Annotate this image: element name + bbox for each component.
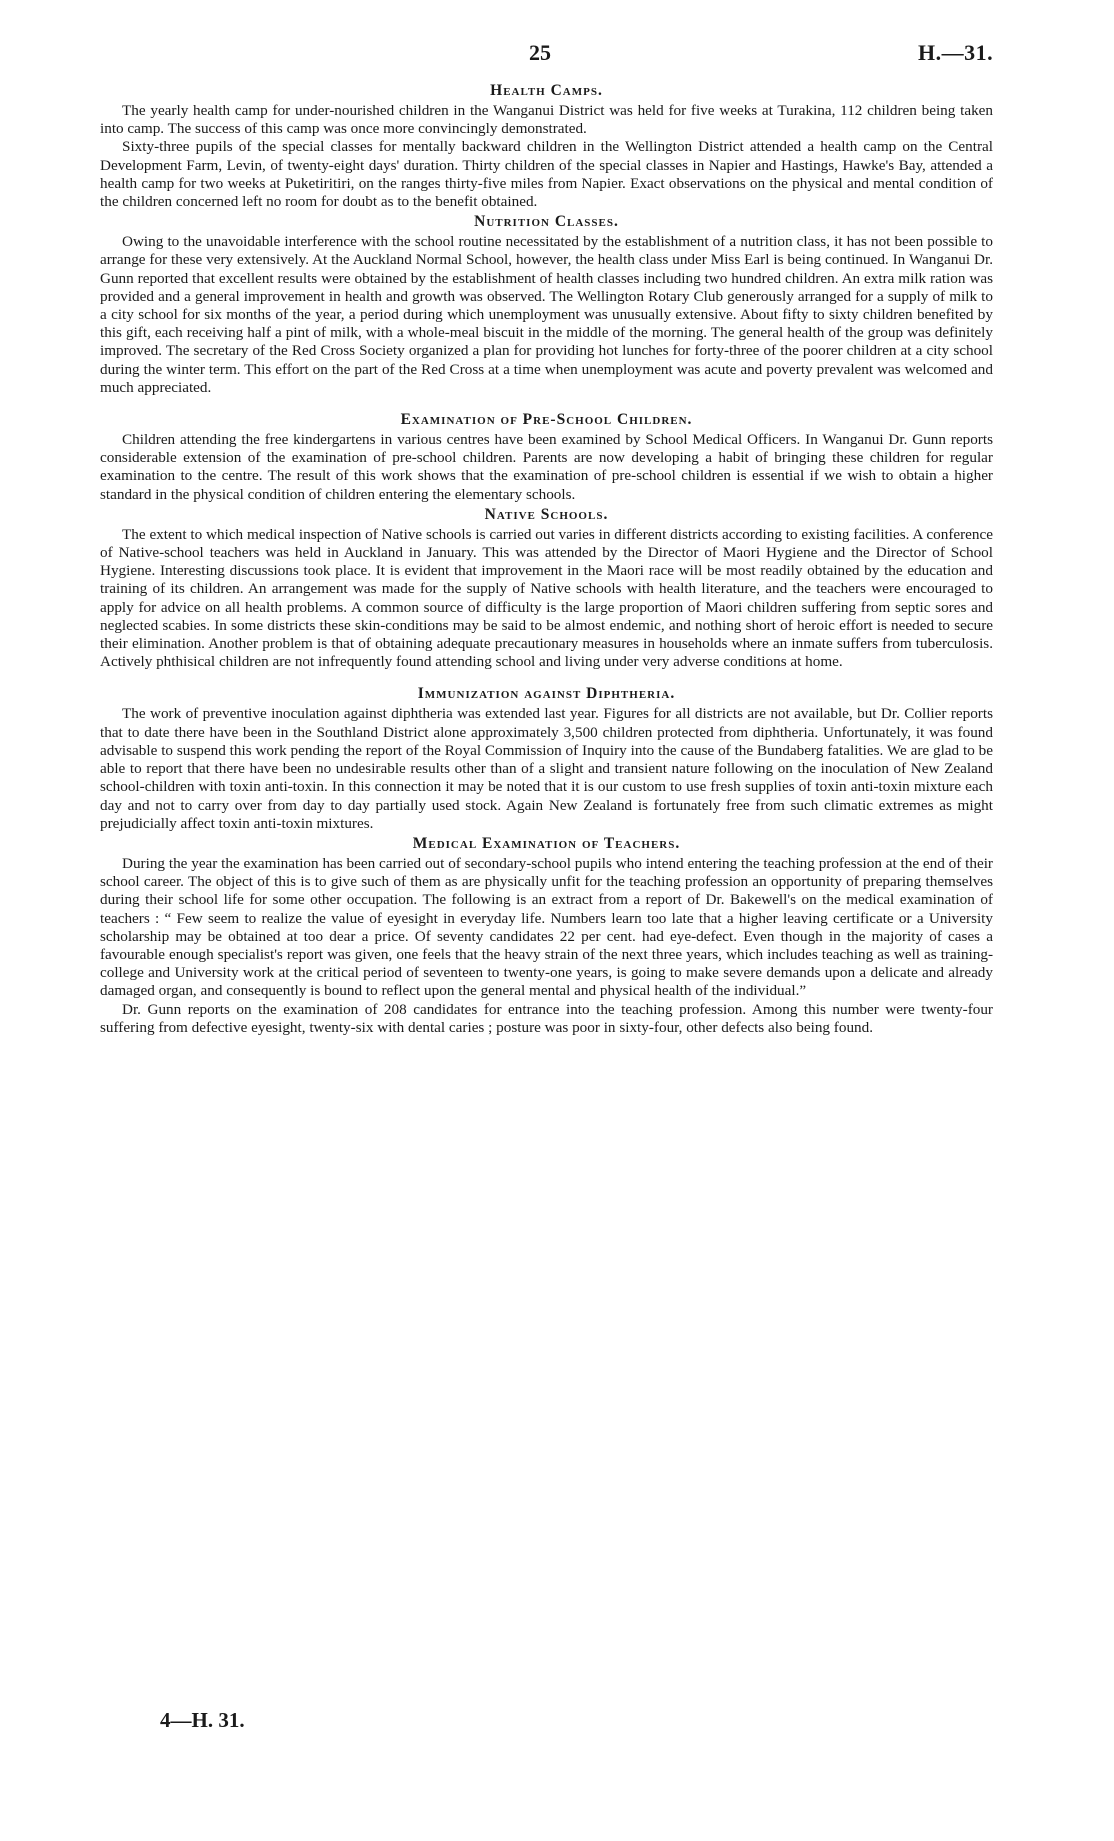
paragraph: Children attending the free kindergartens in various centres have been examined by School Medical Officers. In Wanganui Dr. Gunn reports considerable extension of the examination of pre-school children. Parents are now developing a habit of bringing these children for regular examination to the centre. The result of this work shows that the examination of pre-school children is essential if we wish to obtain a higher standard in the physical condition of children entering the elementary schools. [100,431,993,503]
section-title-pre-school-examination: Examination of Pre-School Children. [400,411,693,429]
page-number: 25 [529,40,551,65]
section-title-nutrition-classes: Nutrition Classes. [474,213,619,231]
paragraph: During the year the examination has been carried out of secondary-school pupils who intend entering the teaching profession at the end of their school career. The object of this is to give such of them as are physically unfit for the teaching profession an opportunity of preparing themselves during their school life for some other occupation. The following is an extract from a report of Dr. Bakewell's on the medical examination of teachers : “ Few seem to realize the value of eyesight in everyday life. Numbers learn too late that a higher leaving certificate or a University scholarship may be obtained at too dear a price. Of seventy candidates 22 per cent. had eye-defect. Even though in the majority of cases a favourable enough specialist's report was given, one feels that the heavy strain of the next three years, which includes teaching as well as training-college and University work at the critical period of seventeen to twenty-one years, is going to make severe demands upon a delicate and already damaged organ, and consequently is bound to reflect upon the general mental and physical health of the individual.” [100,854,993,1000]
page-header [0,40,1114,74]
paragraph: Sixty-three pupils of the special classes for mentally backward children in the Wellington District attended a health camp on the Central Development Farm, Levin, of twenty-eight days' duration. Thirty children of the special classes in Napier and Hastings, Hawke's Bay, attended a health camp for two weeks at Puketiritiri, on the ranges thirty-five miles from Napier. Exact observations on the physical and mental condition of the children concerned left no room for doubt as to the benefit obtained. [100,138,993,211]
section-title-medical-examination-teachers: Medical Examination of Teachers. [412,834,681,852]
paragraph: The yearly health camp for under-nourished children in the Wanganui District was held for five weeks at Turakina, 112 children being taken into camp. The success of this camp was once more convincingly demonstrated. [100,102,993,138]
paragraph: Dr. Gunn reports on the examination of 208 candidates for entrance into the teaching profession. Among this number were twenty-four suffering from defective eyesight, twenty-six with dental caries ; posture was poor in sixty-four, other defects also being found. [100,1000,993,1036]
paragraph: The work of preventive inoculation against diphtheria was extended last year. Figures for all districts are not available, but Dr. Collier reports that to date there have been in the Southland District alone approximately 3,500 children protected from diphtheria. Unfortunately, it was found advisable to suspend this work pending the report of the Royal Commission of Inquiry into the cause of the Bundaberg fatalities. We are glad to be able to report that there have been no undesirable results other than of a slight and transient nature following on the inoculation of New Zealand school-children with toxin anti-toxin. In this connection it may be noted that it is our custom to use fresh supplies of toxin anti-toxin mixture each day and not to carry over from day to day partially used stock. Again New Zealand is fortunately free from such climatic extremes as might prejudicially affect toxin anti-toxin mixtures. [100,705,993,832]
document-body [100,80,993,1037]
section-title-immunization: Immunization against Diphtheria. [417,685,676,703]
paragraph: Owing to the unavoidable interference with the school routine necessitated by the establishment of a nutrition class, it has not been possible to arrange for these very extensively. At the Auckland Normal School, however, the health class under Miss Earl is being continued. In Wanganui Dr. Gunn reported that excellent results were obtained by the establishment of health classes including two hundred children. An extra milk ration was provided and a general improvement in health and growth was observed. The Wellington Rotary Club generously arranged for a supply of milk to a city school for six months of the year, a period during which unemployment was unusually extensive. About fifty to sixty children benefited by this gift, each receiving half a pint of milk, with a whole-meal biscuit in the middle of the morning. The general health of the group was definitely improved. The secretary of the Red Cross Society organized a plan for providing hot lunches for forty-three of the poorer children at a city school during the winter term. This effort on the part of the Red Cross at a time when unemployment was acute and poverty prevalent was welcomed and much appreciated. [100,233,993,396]
document-reference: H.—31. [918,40,994,65]
signature-reference: 4—H. 31. [160,1708,245,1732]
paragraph: The extent to which medical inspection of Native schools is carried out varies in different districts according to existing facilities. A conference of Native-school teachers was held in Auckland in January. This was attended by the Director of Maori Hygiene and the Director of School Hygiene. Interesting discussions took place. It is evident that improvement in the Maori race will be most readily obtained by the education and training of its children. An arrangement was made for the supply of Native schools with health literature, and the teachers were encouraged to apply for advice on all health problems. A common source of difficulty is the large proportion of Maori children suffering from septic sores and neglected scabies. In some districts these skin-conditions may be said to be almost endemic, and nothing short of heroic effort is needed to secure their elimination. Another problem is that of obtaining adequate precautionary measures in households where an inmate suffers from tuberculosis. Actively phthisical children are not infrequently found attending school and living under very adverse conditions at home. [100,525,993,671]
section-title-native-schools: Native Schools. [484,505,609,523]
section-title-health-camps: Health Camps. [490,82,603,99]
